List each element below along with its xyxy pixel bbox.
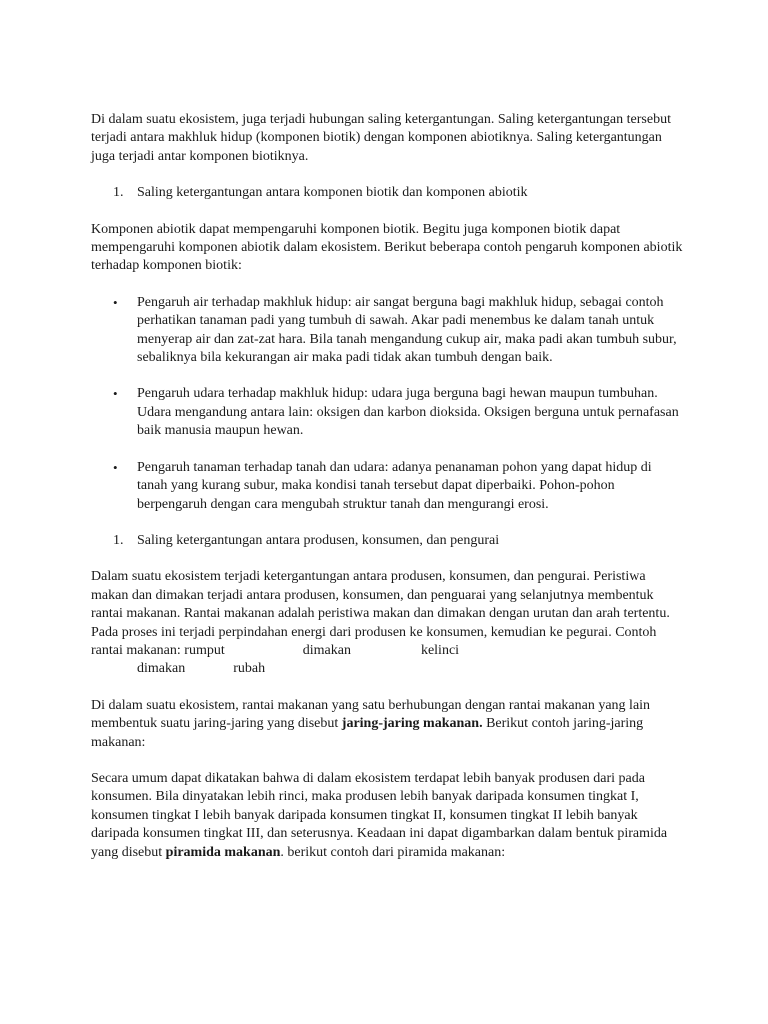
chain-eaten-1: dimakan bbox=[302, 642, 351, 658]
list-item bbox=[91, 385, 685, 440]
section1-heading bbox=[91, 184, 685, 202]
document-page bbox=[91, 111, 685, 880]
list-item bbox=[91, 294, 685, 368]
food-chain-text: Dalam suatu ekosistem terjadi ketergantungan antara produsen, konsumen, dan pengurai. Peristiwa makan dan dimakan terjadi antara produsen, konsumen, dan penguarai yang selanjutnya membentuk rantai makanan. Rantai makanan adalah peristiwa makan dan dimakan dengan urutan dan arah tertentu. Pada proses ini terjadi perpindahan energi dari produsen ke konsumen, kemudian ke pegurai. Contoh rantai makanan: rumput bbox=[91, 569, 670, 658]
food-web-paragraph bbox=[91, 697, 685, 752]
food-pyramid-text-after: . berikut contoh dari piramida makanan: bbox=[280, 844, 506, 860]
list-item bbox=[91, 459, 685, 514]
section1-heading-text: Saling ketergantungan antara komponen biotik dan komponen abiotik bbox=[137, 185, 528, 201]
abiotic-bullet-list bbox=[91, 294, 685, 514]
food-pyramid-text-before: Secara umum dapat dikatakan bahwa di dalam ekosistem terdapat lebih banyak produsen dari pada konsumen. Bila dinyatakan lebih rinci, maka produsen lebih banyak daripada konsumen tingkat I, konsumen tingkat I lebih banyak daripada konsumen tingkat II, konsumen tingkat II lebih banyak daripada konsumen tingkat III, dan seterusnya. Keadaan ini dapat digambarkan dalam bentuk piramida yang disebut bbox=[91, 770, 668, 860]
chain-animal-2: rubah bbox=[233, 661, 266, 677]
bullet-text: Pengaruh udara terhadap makhluk hidup: udara juga berguna bagi hewan maupun tumbuhan. Udara mengandung antara lain: oksigen dan karbon dioksida. Oksigen berguna untuk pernafasan baik manusia maupun hewan. bbox=[137, 386, 679, 439]
food-web-text-before: Di dalam suatu ekosistem, rantai makanan yang satu berhubungan dengan rantai makanan yang lain membentuk suatu jaring-jaring yang disebut bbox=[91, 697, 651, 732]
food-web-text-after: Berikut contoh jaring-jaring makanan: bbox=[91, 716, 644, 750]
bullet-marker: • bbox=[113, 386, 118, 402]
chain-eaten-2: dimakan bbox=[137, 661, 186, 677]
chain-animal-1: kelinci bbox=[420, 642, 460, 658]
section1-paragraph: Komponen abiotik dapat mempengaruhi komponen biotik. Begitu juga komponen biotik dapat mempengaruhi komponen abiotik dalam ekosistem. Berikut beberapa contoh pengaruh komponen abiotik terhadap komponen biotik: bbox=[91, 221, 683, 274]
food-pyramid-paragraph bbox=[91, 770, 685, 862]
food-pyramid-term: piramida makanan bbox=[165, 844, 281, 860]
bullet-text: Pengaruh air terhadap makhluk hidup: air sangat berguna bagi makhluk hidup, sebagai contoh perhatikan tanaman padi yang tumbuh di sawah. Akar padi menembus ke dalam tanah untuk menyerap air dan zat-zat hara. Bila tanah mengandung cukup air, maka padi akan tumbuh subur, sebaliknya bila kekurangan air maka padi tidak akan tumbuh dengan baik. bbox=[137, 294, 677, 366]
food-web-term: jaring-jaring makanan. bbox=[341, 716, 483, 732]
bullet-marker: • bbox=[113, 459, 118, 475]
section2-heading bbox=[91, 532, 685, 550]
section1-number: 1. bbox=[113, 185, 124, 201]
intro-paragraph: Di dalam suatu ekosistem, juga terjadi hubungan saling ketergantungan. Saling ketergantungan tersebut terjadi antara makhluk hidup (komponen biotik) dengan komponen abiotiknya. Saling ketergantungan juga terjadi antar komponen biotiknya. bbox=[91, 112, 671, 164]
bullet-text: Pengaruh tanaman terhadap tanah dan udara: adanya penanaman pohon yang dapat hidup di tanah yang kurang subur, maka kondisi tanah tersebut dapat diperbaiki. Pohon-pohon berpengaruh dengan cara mengubah struktur tanah dan mengurangi erosi. bbox=[137, 459, 652, 512]
bullet-marker: • bbox=[113, 294, 118, 310]
section2-heading-text: Saling ketergantungan antara produsen, konsumen, dan pengurai bbox=[137, 532, 500, 548]
section2-number: 1. bbox=[113, 532, 124, 548]
food-chain-paragraph bbox=[91, 568, 685, 678]
